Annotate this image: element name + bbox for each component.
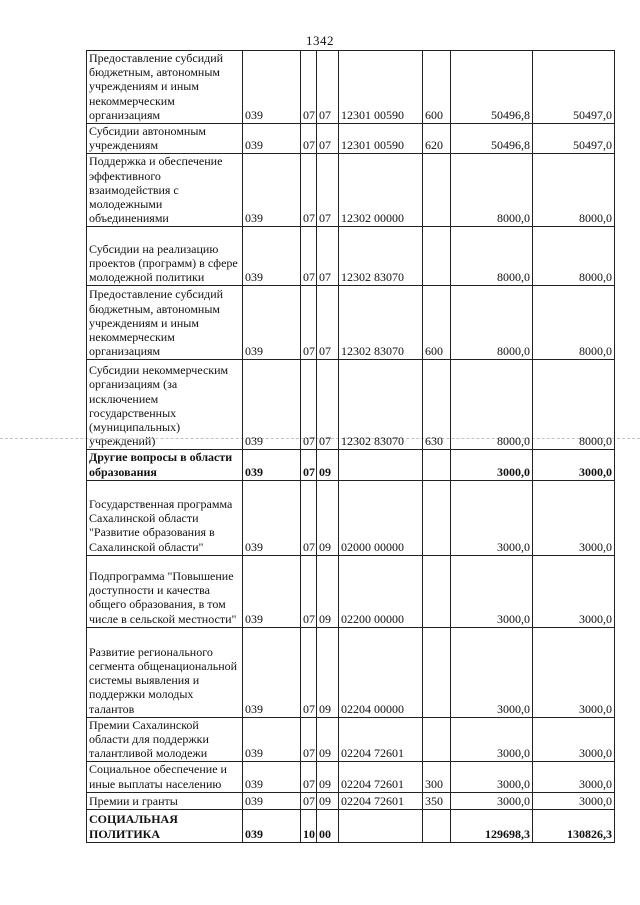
amount-year-2: 3000,0 — [533, 627, 615, 717]
section-code: 07 — [301, 717, 317, 762]
page-number: 1342 — [306, 33, 334, 48]
ministry-code: 039 — [243, 555, 301, 627]
expense-type: 350 — [423, 792, 451, 809]
target-article: 02200 00000 — [339, 555, 423, 627]
subsection-code: 07 — [317, 227, 339, 286]
table-row — [87, 717, 615, 762]
target-article: 12302 00000 — [339, 154, 423, 227]
section-code: 07 — [301, 286, 317, 360]
target-article: 02204 00000 — [339, 627, 423, 717]
target-article: 02204 72601 — [339, 717, 423, 762]
ministry-code: 039 — [243, 627, 301, 717]
row-name: Субсидии автономным учреждениям — [87, 124, 243, 154]
subsection-code: 09 — [317, 450, 339, 480]
amount-year-2: 3000,0 — [533, 717, 615, 762]
table-row — [87, 227, 615, 286]
subsection-code: 07 — [317, 154, 339, 227]
row-name: Другие вопросы в области образования — [87, 450, 243, 480]
amount-year-1: 8000,0 — [451, 286, 533, 360]
amount-year-1: 8000,0 — [451, 227, 533, 286]
amount-year-2: 3000,0 — [533, 555, 615, 627]
table-row — [87, 762, 615, 792]
subsection-code: 09 — [317, 480, 339, 555]
ministry-code: 039 — [243, 360, 301, 450]
section-code: 07 — [301, 555, 317, 627]
target-article: 12302 83070 — [339, 227, 423, 286]
subsection-code: 07 — [317, 124, 339, 154]
amount-year-2: 3000,0 — [533, 792, 615, 809]
row-name: Премии и гранты — [87, 792, 243, 809]
amount-year-2: 8000,0 — [533, 227, 615, 286]
subsection-code: 00 — [317, 809, 339, 842]
expense-type — [423, 627, 451, 717]
expense-type: 630 — [423, 360, 451, 450]
row-name: Премии Сахалинской области для поддержки талантливой молодежи — [87, 717, 243, 762]
table-row — [87, 792, 615, 809]
row-name: Субсидии на реализацию проектов (программ) в сфере молодежной политики — [87, 227, 243, 286]
ministry-code: 039 — [243, 792, 301, 809]
row-name: Государственная программа Сахалинской области "Развитие образования в Сахалинской области" — [87, 480, 243, 555]
amount-year-2: 3000,0 — [533, 762, 615, 792]
amount-year-1: 3000,0 — [451, 762, 533, 792]
amount-year-2: 3000,0 — [533, 450, 615, 480]
table-row — [87, 450, 615, 480]
ministry-code: 039 — [243, 286, 301, 360]
amount-year-2: 130826,3 — [533, 809, 615, 842]
target-article — [339, 450, 423, 480]
section-code: 07 — [301, 124, 317, 154]
subsection-code: 09 — [317, 627, 339, 717]
subsection-code: 07 — [317, 360, 339, 450]
ministry-code: 039 — [243, 154, 301, 227]
section-code: 10 — [301, 809, 317, 842]
expense-type — [423, 227, 451, 286]
subsection-code: 07 — [317, 286, 339, 360]
expense-type — [423, 450, 451, 480]
amount-year-1: 3000,0 — [451, 450, 533, 480]
target-article: 02204 72601 — [339, 762, 423, 792]
amount-year-2: 3000,0 — [533, 480, 615, 555]
expense-type: 620 — [423, 124, 451, 154]
section-code: 07 — [301, 154, 317, 227]
amount-year-1: 8000,0 — [451, 360, 533, 450]
row-name: Предоставление субсидий бюджетным, автономным учреждениям и иным некоммерческим организациям — [87, 286, 243, 360]
section-code: 07 — [301, 792, 317, 809]
ministry-code: 039 — [243, 51, 301, 124]
table-row — [87, 480, 615, 555]
amount-year-1: 3000,0 — [451, 792, 533, 809]
target-article: 02204 72601 — [339, 792, 423, 809]
amount-year-2: 8000,0 — [533, 154, 615, 227]
expense-type — [423, 555, 451, 627]
expense-type — [423, 809, 451, 842]
amount-year-1: 3000,0 — [451, 717, 533, 762]
subsection-code: 09 — [317, 792, 339, 809]
subsection-code: 09 — [317, 555, 339, 627]
amount-year-1: 3000,0 — [451, 480, 533, 555]
row-name: Развитие регионального сегмента общенациональной системы выявления и поддержки молодых талантов — [87, 627, 243, 717]
table-row — [87, 51, 615, 124]
expense-type: 600 — [423, 51, 451, 124]
amount-year-1: 50496,8 — [451, 51, 533, 124]
expense-type: 600 — [423, 286, 451, 360]
row-name: Поддержка и обеспечение эффективного взаимодействия с молодежными объединениями — [87, 154, 243, 227]
target-article: 12302 83070 — [339, 286, 423, 360]
budget-table — [86, 50, 615, 843]
target-article — [339, 809, 423, 842]
row-name: Субсидии некоммерческим организациям (за исключением государственных (муниципальных) учреждений) — [87, 360, 243, 450]
section-code: 07 — [301, 450, 317, 480]
section-code: 07 — [301, 360, 317, 450]
subsection-code: 07 — [317, 51, 339, 124]
row-name: Подпрограмма "Повышение доступности и качества общего образования, в том числе в сельской местности" — [87, 555, 243, 627]
section-code: 07 — [301, 227, 317, 286]
table-row — [87, 286, 615, 360]
table-row — [87, 154, 615, 227]
ministry-code: 039 — [243, 124, 301, 154]
row-name: СОЦИАЛЬНАЯ ПОЛИТИКА — [87, 809, 243, 842]
amount-year-2: 50497,0 — [533, 124, 615, 154]
ministry-code: 039 — [243, 480, 301, 555]
table-row — [87, 124, 615, 154]
amount-year-1: 50496,8 — [451, 124, 533, 154]
amount-year-1: 129698,3 — [451, 809, 533, 842]
row-name: Социальное обеспечение и иные выплаты населению — [87, 762, 243, 792]
amount-year-1: 3000,0 — [451, 555, 533, 627]
table-row — [87, 555, 615, 627]
budget-table-body — [87, 51, 615, 843]
subsection-code: 09 — [317, 762, 339, 792]
expense-type: 300 — [423, 762, 451, 792]
amount-year-2: 50497,0 — [533, 51, 615, 124]
table-row — [87, 809, 615, 842]
section-code: 07 — [301, 51, 317, 124]
section-code: 07 — [301, 627, 317, 717]
expense-type — [423, 480, 451, 555]
expense-type — [423, 154, 451, 227]
target-article: 02000 00000 — [339, 480, 423, 555]
ministry-code: 039 — [243, 809, 301, 842]
row-name: Предоставление субсидий бюджетным, автономным учреждениям и иным некоммерческим организациям — [87, 51, 243, 124]
expense-type — [423, 717, 451, 762]
ministry-code: 039 — [243, 450, 301, 480]
ministry-code: 039 — [243, 717, 301, 762]
amount-year-1: 3000,0 — [451, 627, 533, 717]
target-article: 12301 00590 — [339, 124, 423, 154]
section-code: 07 — [301, 762, 317, 792]
section-code: 07 — [301, 480, 317, 555]
table-row — [87, 360, 615, 450]
ministry-code: 039 — [243, 227, 301, 286]
amount-year-2: 8000,0 — [533, 286, 615, 360]
amount-year-2: 8000,0 — [533, 360, 615, 450]
subsection-code: 09 — [317, 717, 339, 762]
amount-year-1: 8000,0 — [451, 154, 533, 227]
target-article: 12302 83070 — [339, 360, 423, 450]
ministry-code: 039 — [243, 762, 301, 792]
target-article: 12301 00590 — [339, 51, 423, 124]
table-row — [87, 627, 615, 717]
